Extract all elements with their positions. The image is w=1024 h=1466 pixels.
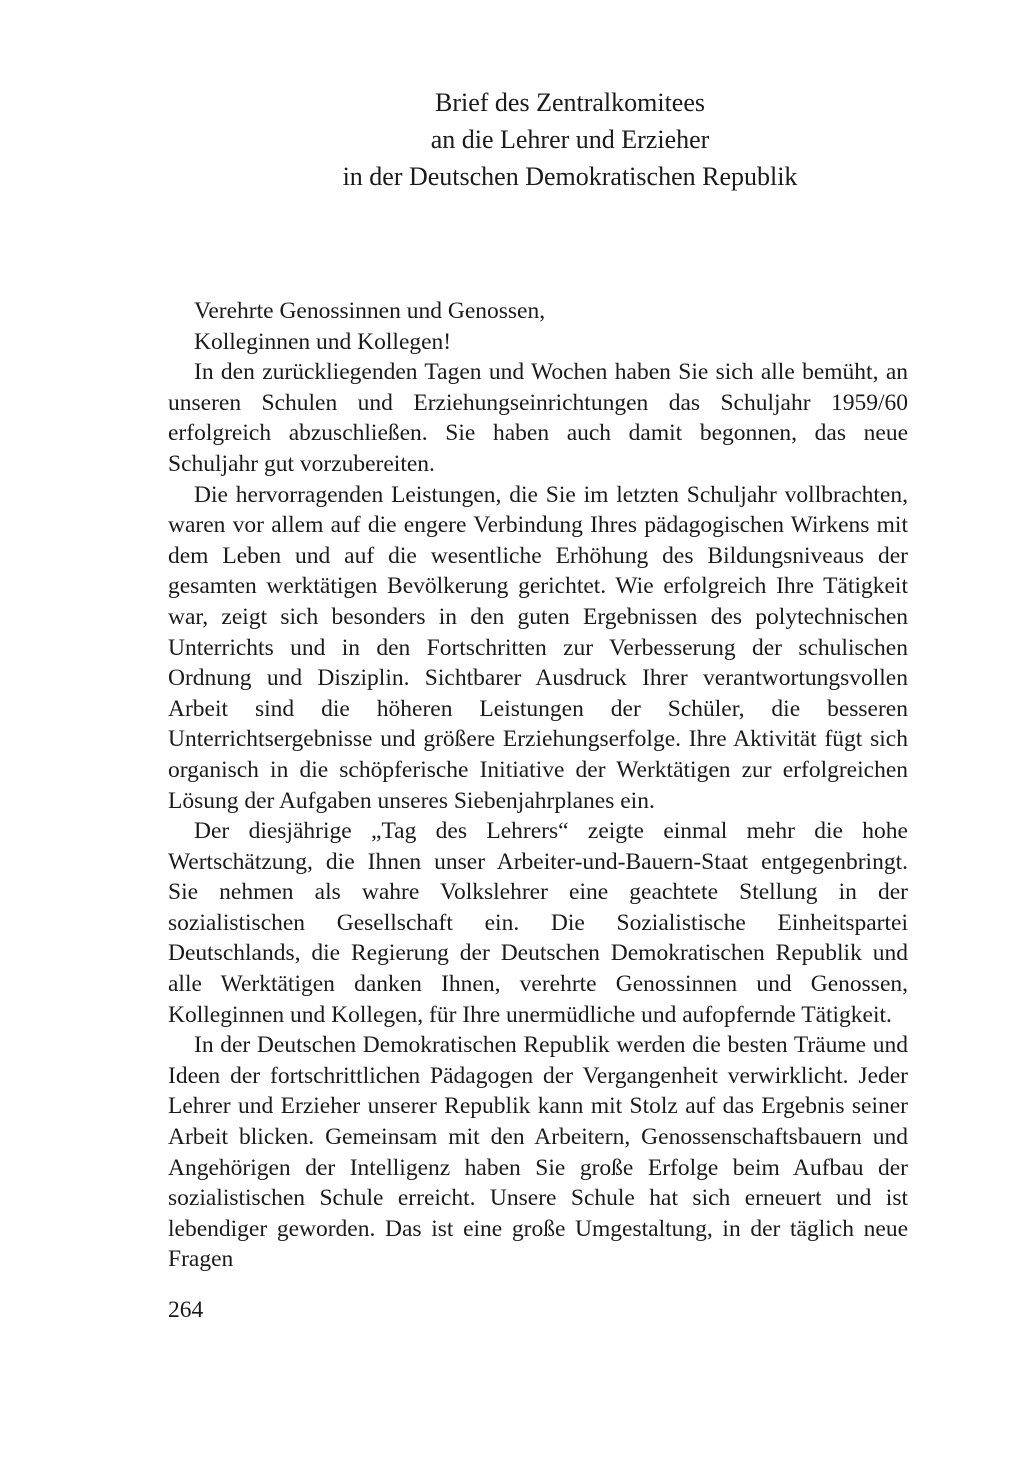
document-title: [300, 84, 840, 195]
title-line-2: an die Lehrer und Erzieher: [430, 125, 710, 154]
paragraph-2: Die hervorragenden Leistungen, die Sie im letzten Schuljahr vollbrachten, waren vor allem auf die engere Verbindung Ihres pädagogischen Wirkens mit dem Leben und auf die wesentliche Erhöhung des Bildungsniveaus der gesamten werktätigen Bevölkerung gerichtet. Wie erfolgreich Ihre Tätigkeit war, zeigt sich besonders in den guten Ergebnissen des polytechnischen Unterrichts und in den Fortschritten zur Verbesserung der schulischen Ordnung und Disziplin. Sichtbarer Ausdruck Ihrer verantwortungsvollen Arbeit sind die höheren Leistungen der Schüler, die besseren Unterrichtsergebnisse und größere Erziehungserfolge. Ihre Aktivität fügt sich organisch in die schöpferische Initiative der Werktätigen zur erfolgreichen Lösung der Aufgaben unseres Siebenjahrplanes ein.: [168, 481, 908, 814]
salutation-line-2: Kolleginnen und Kollegen!: [194, 328, 452, 355]
salutation: [168, 296, 908, 357]
page-number: 264: [168, 1297, 204, 1323]
title-line-3: in der Deutschen Demokratischen Republik: [342, 162, 798, 191]
salutation-line-1: Verehrte Genossinnen und Genossen,: [194, 298, 546, 324]
paragraph-4: In der Deutschen Demokratischen Republik werden die besten Träume und Ideen der fortschrittlichen Pädagogen der Vergangenheit verwirklicht. Jeder Lehrer und Erzieher unserer Republik kann mit Stolz auf das Ergebnis seiner Arbeit blicken. Gemeinsam mit den Arbeitern, Genossenschaftsbauern und Angehörigen der Intelligenz haben Sie große Erfolge beim Aufbau der sozialistischen Schule erreicht. Unsere Schule hat sich erneuert und ist lebendiger geworden. Das ist eine große Umgestaltung, in der täglich neue Fragen: [168, 1032, 908, 1273]
paragraph-1: In den zurückliegenden Tagen und Wochen haben Sie sich alle bemüht, an unseren Schulen und Erziehungseinrichtungen das Schuljahr 1959/60 erfolgreich abzuschließen. Sie haben auch damit begonnen, das neue Schuljahr gut vorzubereiten.: [168, 359, 908, 477]
title-line-1: Brief des Zentralkomitees: [434, 88, 706, 117]
body-text: [168, 296, 908, 1275]
paragraph-3: Der diesjährige „Tag des Lehrers“ zeigte einmal mehr die hohe Wertschätzung, die Ihnen unser Arbeiter-und-Bauern-Staat entgegenbringt. Sie nehmen als wahre Volkslehrer eine geachtete Stellung in der sozialistischen Gesellschaft ein. Die Sozialistische Einheitspartei Deutschlands, die Regierung der Deutschen Demokratischen Republik und alle Werktätigen danken Ihnen, verehrte Genossinnen und Genossen, Kolleginnen und Kollegen, für Ihre unermüdliche und aufopfernde Tätigkeit.: [168, 818, 908, 1028]
